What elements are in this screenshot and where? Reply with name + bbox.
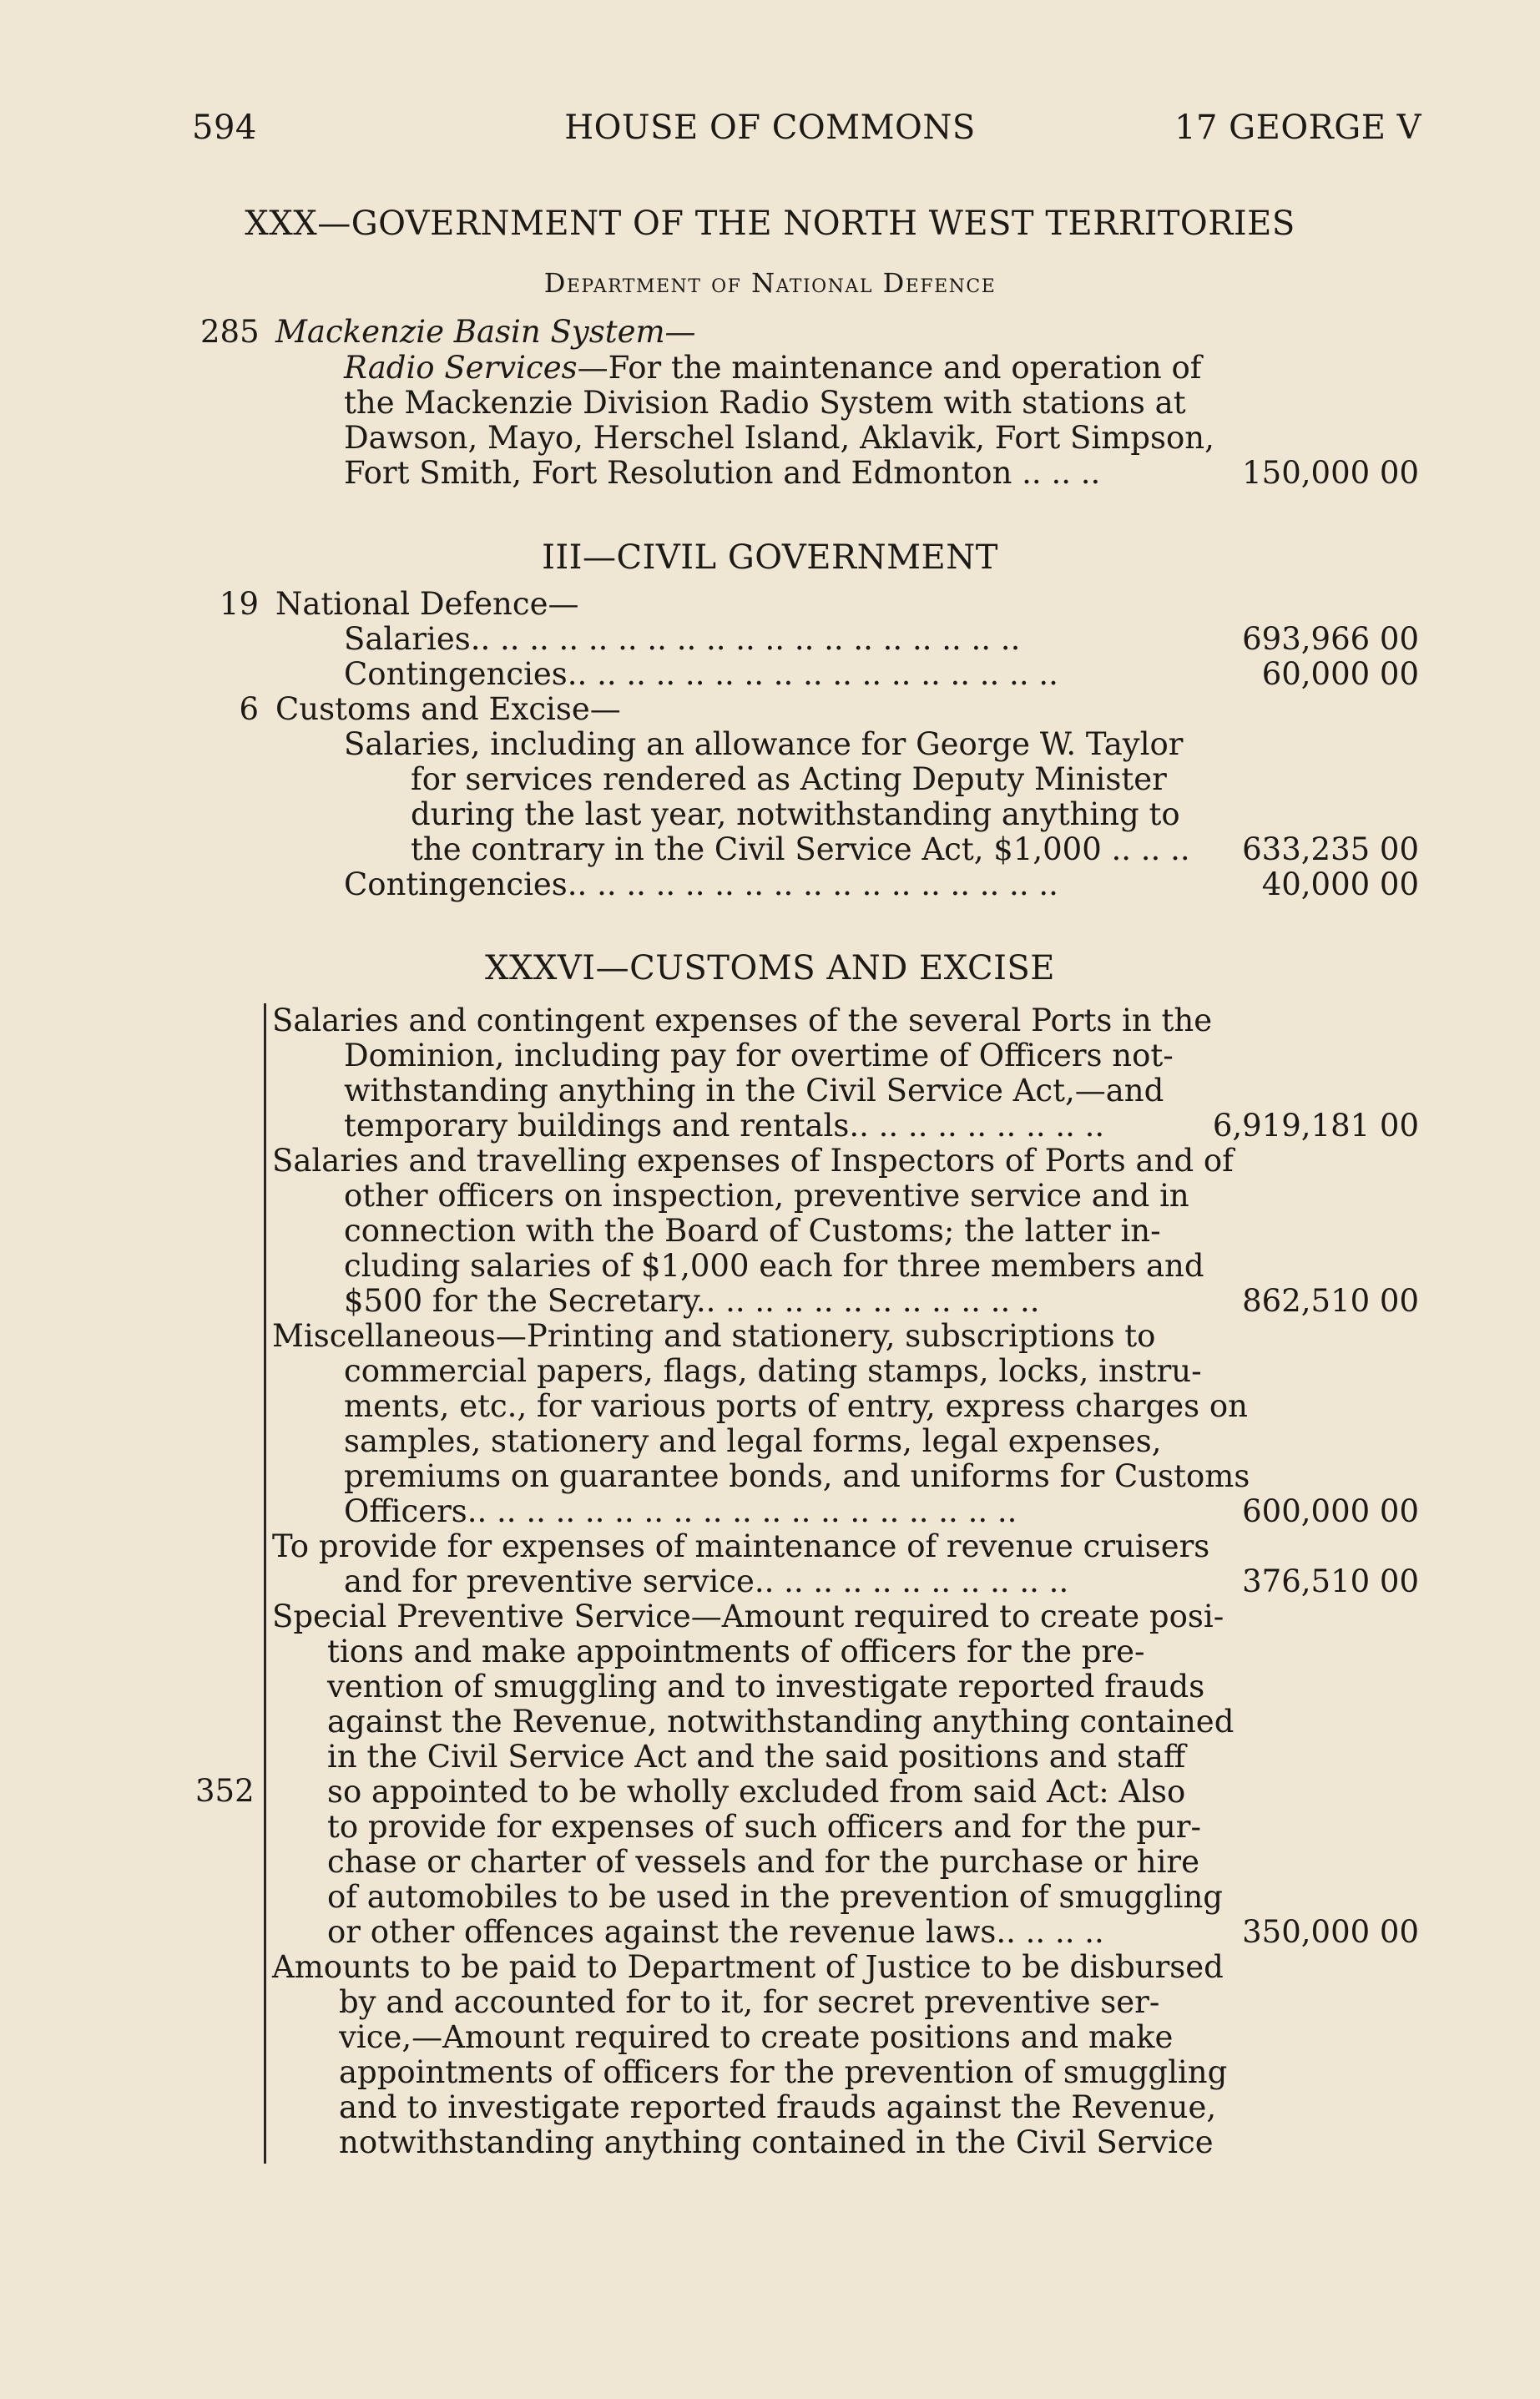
item-title-mackenzie: Mackenzie Basin System—	[275, 314, 696, 350]
customs-item3-line: ments, etc., for various ports of entry, express charges on	[344, 1388, 1249, 1424]
radio-services-line: Fort Smith, Fort Resolution and Edmonton .. .. ..	[344, 455, 1101, 491]
grouping-brace	[264, 1003, 266, 2164]
customs-item2-line: connection with the Board of Customs; the latter in-	[344, 1213, 1161, 1249]
amount-nd-contingencies: 60,000 00	[1261, 656, 1419, 692]
customs-item1-line: withstanding anything in the Civil Service Act,—and	[344, 1073, 1164, 1109]
radio-services-text: —For the maintenance and operation of	[577, 350, 1202, 386]
page-number: 594	[192, 109, 257, 147]
customs-item1-line: temporary buildings and rentals.. .. .. .. .. .. .. .. ..	[344, 1108, 1105, 1144]
customs-item5-line: or other offences against the revenue laws.. .. .. ..	[327, 1914, 1104, 1950]
amount-nd-salaries: 693,966 00	[1242, 621, 1419, 657]
vote-number-352: 352	[195, 1773, 255, 1809]
nd-contingencies: Contingencies.. .. .. .. .. .. .. .. .. .. .. .. .. .. .. .. ..	[344, 656, 1058, 692]
customs-item6-line: notwithstanding anything contained in the Civil Service	[339, 2124, 1214, 2160]
radio-services-line	[344, 351, 1202, 386]
ce-salaries-line: for services rendered as Acting Deputy Minister	[411, 761, 1167, 797]
running-head-title: HOUSE OF COMMONS	[564, 109, 976, 147]
customs-item5-line: in the Civil Service Act and the said positions and staff	[327, 1739, 1186, 1775]
customs-item4-line: and for preventive service.. .. .. .. .. .. .. .. .. .. ..	[344, 1563, 1069, 1599]
customs-item4-line: To provide for expenses of maintenance of revenue cruisers	[272, 1528, 1210, 1564]
customs-item6-line: and to investigate reported frauds against the Revenue,	[339, 2089, 1217, 2125]
section-title-civil: III—CIVIL GOVERNMENT	[542, 538, 998, 577]
customs-item5-line: so appointed to be wholly excluded from said Act: Also	[327, 1774, 1186, 1810]
customs-item5-line: to provide for expenses of such officers and for the pur-	[327, 1809, 1201, 1845]
customs-item2-line: Salaries and travelling expenses of Inspectors of Ports and of	[272, 1143, 1234, 1179]
amount-customs-item4: 376,510 00	[1242, 1563, 1419, 1599]
customs-item1-line: Salaries and contingent expenses of the several Ports in the	[272, 1003, 1213, 1038]
amount-radio-services: 150,000 00	[1242, 455, 1419, 491]
customs-item5-line: tions and make appointments of officers for the pre-	[327, 1634, 1145, 1669]
item-title-national-defence: National Defence—	[275, 586, 579, 622]
customs-item5-line: Special Preventive Service—Amount required to create posi-	[272, 1598, 1224, 1634]
customs-item5-line: vention of smuggling and to investigate reported frauds	[327, 1669, 1205, 1705]
customs-item3-line: Officers.. .. .. .. .. .. .. .. .. .. .. .. .. .. .. .. .. .. ..	[344, 1493, 1017, 1529]
customs-item5-line: of automobiles to be used in the prevention of smuggling	[327, 1879, 1223, 1915]
amount-customs-item5: 350,000 00	[1242, 1914, 1419, 1950]
section-title-customs: XXXVI—CUSTOMS AND EXCISE	[484, 949, 1056, 987]
vote-number-19: 19	[219, 586, 259, 622]
customs-item6-line: vice,—Amount required to create positions and make	[339, 2019, 1174, 2055]
item-title-customs-excise: Customs and Excise—	[275, 691, 621, 727]
ce-salaries-line: the contrary in the Civil Service Act, $1,000 .. .. ..	[411, 831, 1190, 867]
ce-salaries-line: during the last year, notwithstanding anything to	[411, 796, 1180, 832]
amount-customs-item2: 862,510 00	[1242, 1283, 1419, 1319]
ce-contingencies: Contingencies.. .. .. .. .. .. .. .. .. .. .. .. .. .. .. .. ..	[344, 866, 1058, 902]
customs-item5-line: chase or charter of vessels and for the purchase or hire	[327, 1844, 1200, 1880]
amount-customs-item3: 600,000 00	[1242, 1493, 1419, 1529]
ce-salaries-line: Salaries, including an allowance for George W. Taylor	[344, 726, 1184, 762]
vote-number-285: 285	[200, 314, 260, 350]
customs-item2-line: cluding salaries of $1,000 each for three members and	[344, 1248, 1204, 1284]
customs-item5-line: against the Revenue, notwithstanding anything contained	[327, 1704, 1235, 1740]
customs-item6-line: appointments of officers for the prevention of smuggling	[339, 2054, 1228, 2090]
amount-customs-item1: 6,919,181 00	[1212, 1108, 1419, 1144]
radio-services-line: the Mackenzie Division Radio System with stations at	[344, 385, 1186, 421]
section-title-nwt: XXX—GOVERNMENT OF THE NORTH WEST TERRITORIES	[245, 205, 1295, 243]
radio-services-label: Radio Services	[344, 350, 578, 386]
vote-number-6: 6	[239, 691, 259, 727]
amount-ce-contingencies: 40,000 00	[1261, 866, 1419, 902]
customs-item3-line: premiums on guarantee bonds, and uniforms for Customs	[344, 1458, 1250, 1494]
customs-item6-line: Amounts to be paid to Department of Justice to be disbursed	[272, 1949, 1224, 1985]
nd-salaries: Salaries.. .. .. .. .. .. .. .. .. .. .. .. .. .. .. .. .. .. ..	[344, 621, 1021, 657]
customs-item1-line: Dominion, including pay for overtime of Officers not-	[344, 1038, 1174, 1073]
running-head-regnal-year: 17 GEORGE V	[1174, 109, 1421, 147]
radio-services-line: Dawson, Mayo, Herschel Island, Aklavik, Fort Simpson,	[344, 420, 1214, 456]
customs-item3-line: samples, stationery and legal forms, legal expenses,	[344, 1423, 1162, 1459]
customs-item3-line: commercial papers, flags, dating stamps, locks, instru-	[344, 1353, 1202, 1389]
customs-item2-line: $500 for the Secretary.. .. .. .. .. .. .. .. .. .. .. ..	[344, 1283, 1040, 1319]
customs-item2-line: other officers on inspection, preventive service and in	[344, 1178, 1189, 1214]
amount-ce-salaries: 633,235 00	[1242, 831, 1419, 867]
customs-item3-line: Miscellaneous—Printing and stationery, subscriptions to	[272, 1318, 1156, 1354]
customs-item6-line: by and accounted for to it, for secret preventive ser-	[339, 1984, 1160, 2020]
section-subtitle-defence: Department of National Defence	[543, 267, 997, 299]
